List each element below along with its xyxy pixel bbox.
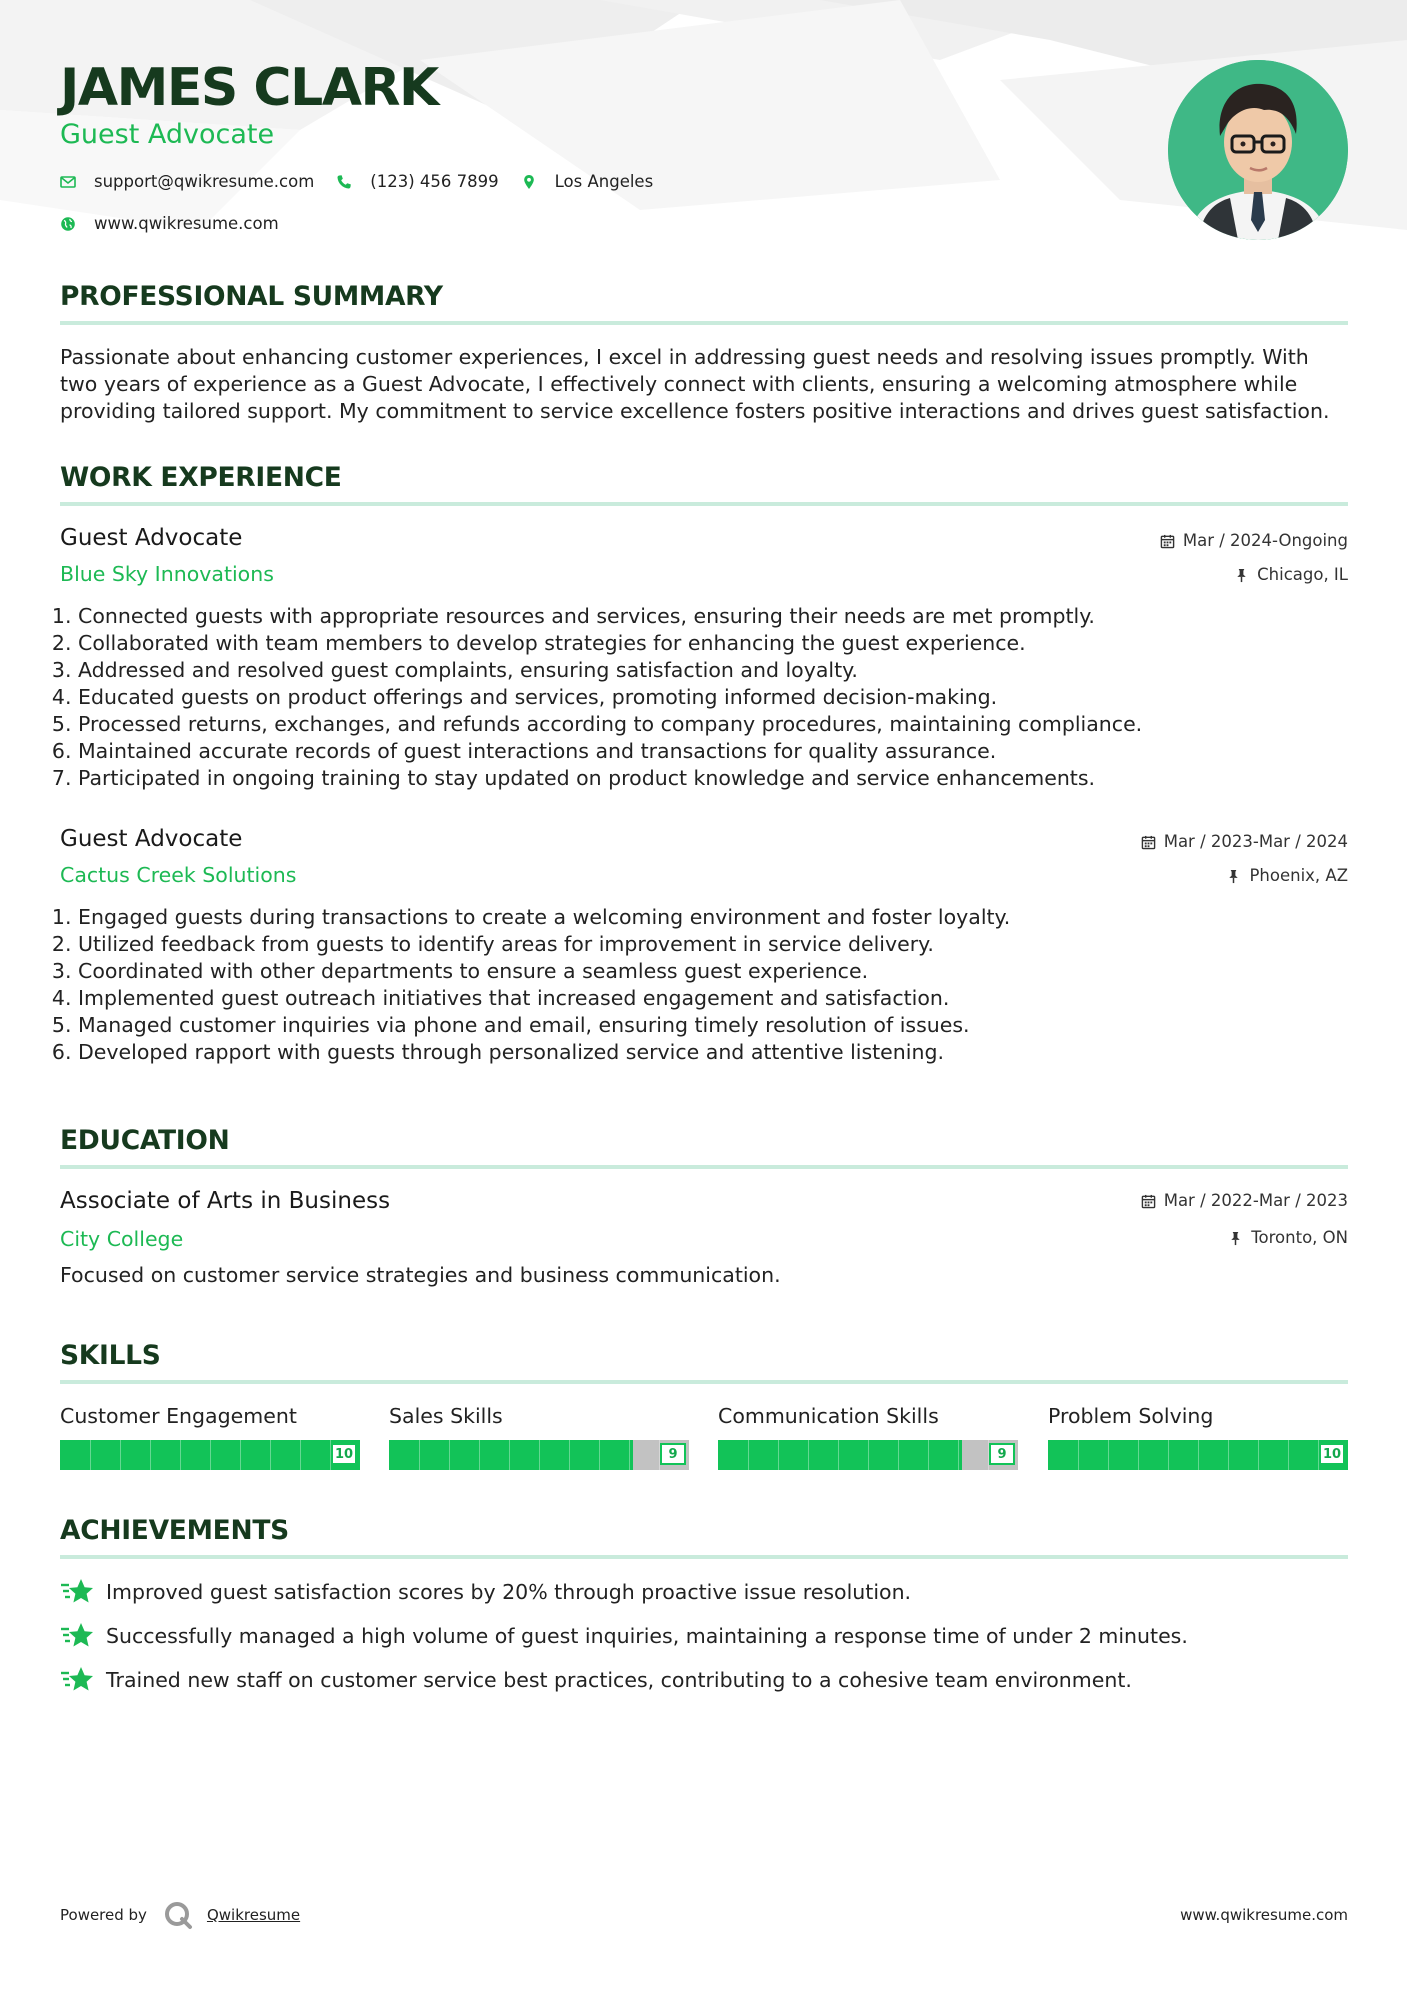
job-location [1234,564,1348,586]
star-icon [60,1621,94,1651]
star-icon [60,1577,94,1607]
email-link[interactable]: support@qwikresume.com [94,172,315,191]
skill-segment-divider [120,1440,121,1470]
skill-level: 10 [1319,1443,1345,1465]
skill-segment-divider [539,1440,540,1470]
skill-segment-divider [90,1440,91,1470]
globe-icon [60,216,76,232]
location-text: Los Angeles [554,172,654,191]
contact-phone [336,172,498,191]
calendar-icon [1141,835,1156,850]
summary-divider [60,321,1348,325]
skill-fill [718,1440,962,1470]
achievement-text: Trained new staff on customer service best practices, contributing to a cohesive team environment. [106,1668,1132,1692]
skill-segment-divider [419,1440,420,1470]
skill-segment-divider [300,1440,301,1470]
summary-text: Passionate about enhancing customer experiences, I excel in addressing guest needs and resolving issues promptly. With two years of experience as a Guest Advocate, I effectively connect with clients, ensuring a welcoming atmosphere while providing tailored support. My commitment to service excellence fosters positive interactions and drives guest satisfaction. [60,345,1330,423]
education-divider [60,1165,1348,1169]
list-item: 7. Participated in ongoing training to stay updated on product knowledge and service enhancements. [78,765,1358,792]
skill-segment-divider [1108,1440,1109,1470]
achievement-text: Successfully managed a high volume of guest inquiries, maintaining a response time of under 2 minutes. [106,1624,1188,1648]
job-dates-text: Mar / 2024-Ongoing [1182,531,1348,550]
job-company: Blue Sky Innovations [60,562,274,586]
education-dates-text: Mar / 2022-Mar / 2023 [1163,1191,1348,1210]
portrait-illustration [1168,60,1348,240]
contact-row-primary [60,172,675,191]
list-item: 6. Maintained accurate records of guest interactions and transactions for quality assurance. [78,738,1358,765]
skill-name: Communication Skills [718,1404,939,1428]
experience-divider [60,502,1348,506]
skill-fill [389,1440,633,1470]
profile-photo [1168,60,1348,240]
skills-divider [60,1380,1348,1384]
skill-item [389,1402,689,1470]
pushpin-icon [1228,1231,1243,1246]
skill-segment-divider [1078,1440,1079,1470]
achievement-item [60,1577,911,1607]
skill-bar [718,1440,1018,1470]
skill-segment-divider [868,1440,869,1470]
education-heading: EDUCATION [60,1125,230,1156]
list-item: 3. Coordinated with other departments to ensure a seamless guest experience. [78,958,1358,985]
qwikresume-logo-icon [163,1900,193,1930]
contact-row-secondary [60,214,301,233]
powered-by-label: Powered by [60,1906,147,1924]
list-item: 5. Processed returns, exchanges, and refunds according to company procedures, maintaining compliance. [78,711,1358,738]
education-description: Focused on customer service strategies and business communication. [60,1263,781,1287]
skill-segment-divider [210,1440,211,1470]
skill-item [1048,1402,1348,1470]
skill-level: 9 [660,1443,686,1465]
skill-segment-divider [1258,1440,1259,1470]
job-dates [1160,530,1348,552]
achievement-item [60,1665,1132,1695]
summary-heading: PROFESSIONAL SUMMARY [60,281,443,312]
skill-bar [1048,1440,1348,1470]
phone-icon [336,174,352,190]
degree-title: Associate of Arts in Business [60,1188,391,1214]
list-item: 5. Managed customer inquiries via phone and email, ensuring timely resolution of issues. [78,1012,1358,1039]
candidate-role: Guest Advocate [60,119,275,150]
footer-powered-by [60,1900,300,1930]
skill-segment-divider [180,1440,181,1470]
skill-name: Problem Solving [1048,1404,1214,1428]
contact-website[interactable] [60,214,279,233]
list-item: 3. Addressed and resolved guest complaints, ensuring satisfaction and loyalty. [78,657,1358,684]
skill-item [60,1402,360,1470]
envelope-icon [60,174,76,190]
skill-segment-divider [449,1440,450,1470]
skill-segment-divider [240,1440,241,1470]
skill-segment-divider [1288,1440,1289,1470]
skill-segment-divider [1168,1440,1169,1470]
map-pin-icon [521,174,537,190]
skill-segment-divider [778,1440,779,1470]
skill-segment-divider [838,1440,839,1470]
skill-segment-divider [808,1440,809,1470]
star-icon [60,1665,94,1695]
experience-heading: WORK EXPERIENCE [60,462,342,493]
skill-name: Sales Skills [389,1404,503,1428]
achievements-divider [60,1555,1348,1559]
phone-number: (123) 456 7899 [370,172,499,191]
skill-segment-divider [748,1440,749,1470]
job-location-text: Chicago, IL [1257,565,1348,584]
contact-location [521,172,654,191]
footer-website[interactable]: www.qwikresume.com [1180,1906,1348,1924]
education-dates [1141,1190,1348,1212]
skill-bar [60,1440,360,1470]
skill-segment-divider [150,1440,151,1470]
skill-level: 9 [989,1443,1015,1465]
skill-segment-divider [928,1440,929,1470]
qwikresume-link[interactable]: Qwikresume [206,1906,301,1924]
calendar-icon [1160,534,1175,549]
skill-name: Customer Engagement [60,1404,297,1428]
skill-bar [389,1440,689,1470]
pushpin-icon [1226,869,1241,884]
contact-email[interactable] [60,172,314,191]
list-item: 4. Implemented guest outreach initiatives that increased engagement and satisfaction. [78,985,1358,1012]
candidate-name: JAMES CLARK [60,58,438,118]
skill-segment-divider [629,1440,630,1470]
skill-segment-divider [898,1440,899,1470]
skill-segment-divider [270,1440,271,1470]
job-title: Guest Advocate [60,826,243,852]
job-dates-text: Mar / 2023-Mar / 2024 [1163,832,1348,851]
skill-segment-divider [479,1440,480,1470]
job-responsibilities [54,603,1358,792]
skill-segment-divider [509,1440,510,1470]
skill-segment-divider [958,1440,959,1470]
skills-heading: SKILLS [60,1340,161,1371]
job-location [1226,865,1348,887]
list-item: 1. Engaged guests during transactions to create a welcoming environment and foster loyalty. [78,904,1358,931]
job-dates [1141,831,1348,853]
achievements-heading: ACHIEVEMENTS [60,1515,289,1546]
skill-segment-divider [1228,1440,1229,1470]
pushpin-icon [1234,568,1249,583]
list-item: 2. Collaborated with team members to develop strategies for enhancing the guest experience. [78,630,1358,657]
achievement-text: Improved guest satisfaction scores by 20% through proactive issue resolution. [106,1580,912,1604]
list-item: 4. Educated guests on product offerings and services, promoting informed decision-making. [78,684,1358,711]
calendar-icon [1141,1194,1156,1209]
skill-segment-divider [1198,1440,1199,1470]
skill-segment-divider [569,1440,570,1470]
school-name: City College [60,1227,184,1251]
list-item: 2. Utilized feedback from guests to identify areas for improvement in service delivery. [78,931,1358,958]
skill-segment-divider [1138,1440,1139,1470]
job-location-text: Phoenix, AZ [1249,866,1348,885]
skill-level: 10 [331,1443,357,1465]
job-responsibilities [54,904,1358,1066]
education-location-text: Toronto, ON [1251,1228,1348,1247]
list-item: 6. Developed rapport with guests through personalized service and attentive listening. [78,1039,1358,1066]
achievement-item [60,1621,1188,1651]
skill-item [718,1402,1018,1470]
list-item: 1. Connected guests with appropriate resources and services, ensuring their needs are met promptly. [78,603,1358,630]
website-link[interactable]: www.qwikresume.com [94,214,279,233]
job-title: Guest Advocate [60,525,243,551]
education-location [1228,1227,1348,1249]
job-company: Cactus Creek Solutions [60,863,297,887]
skill-segment-divider [599,1440,600,1470]
